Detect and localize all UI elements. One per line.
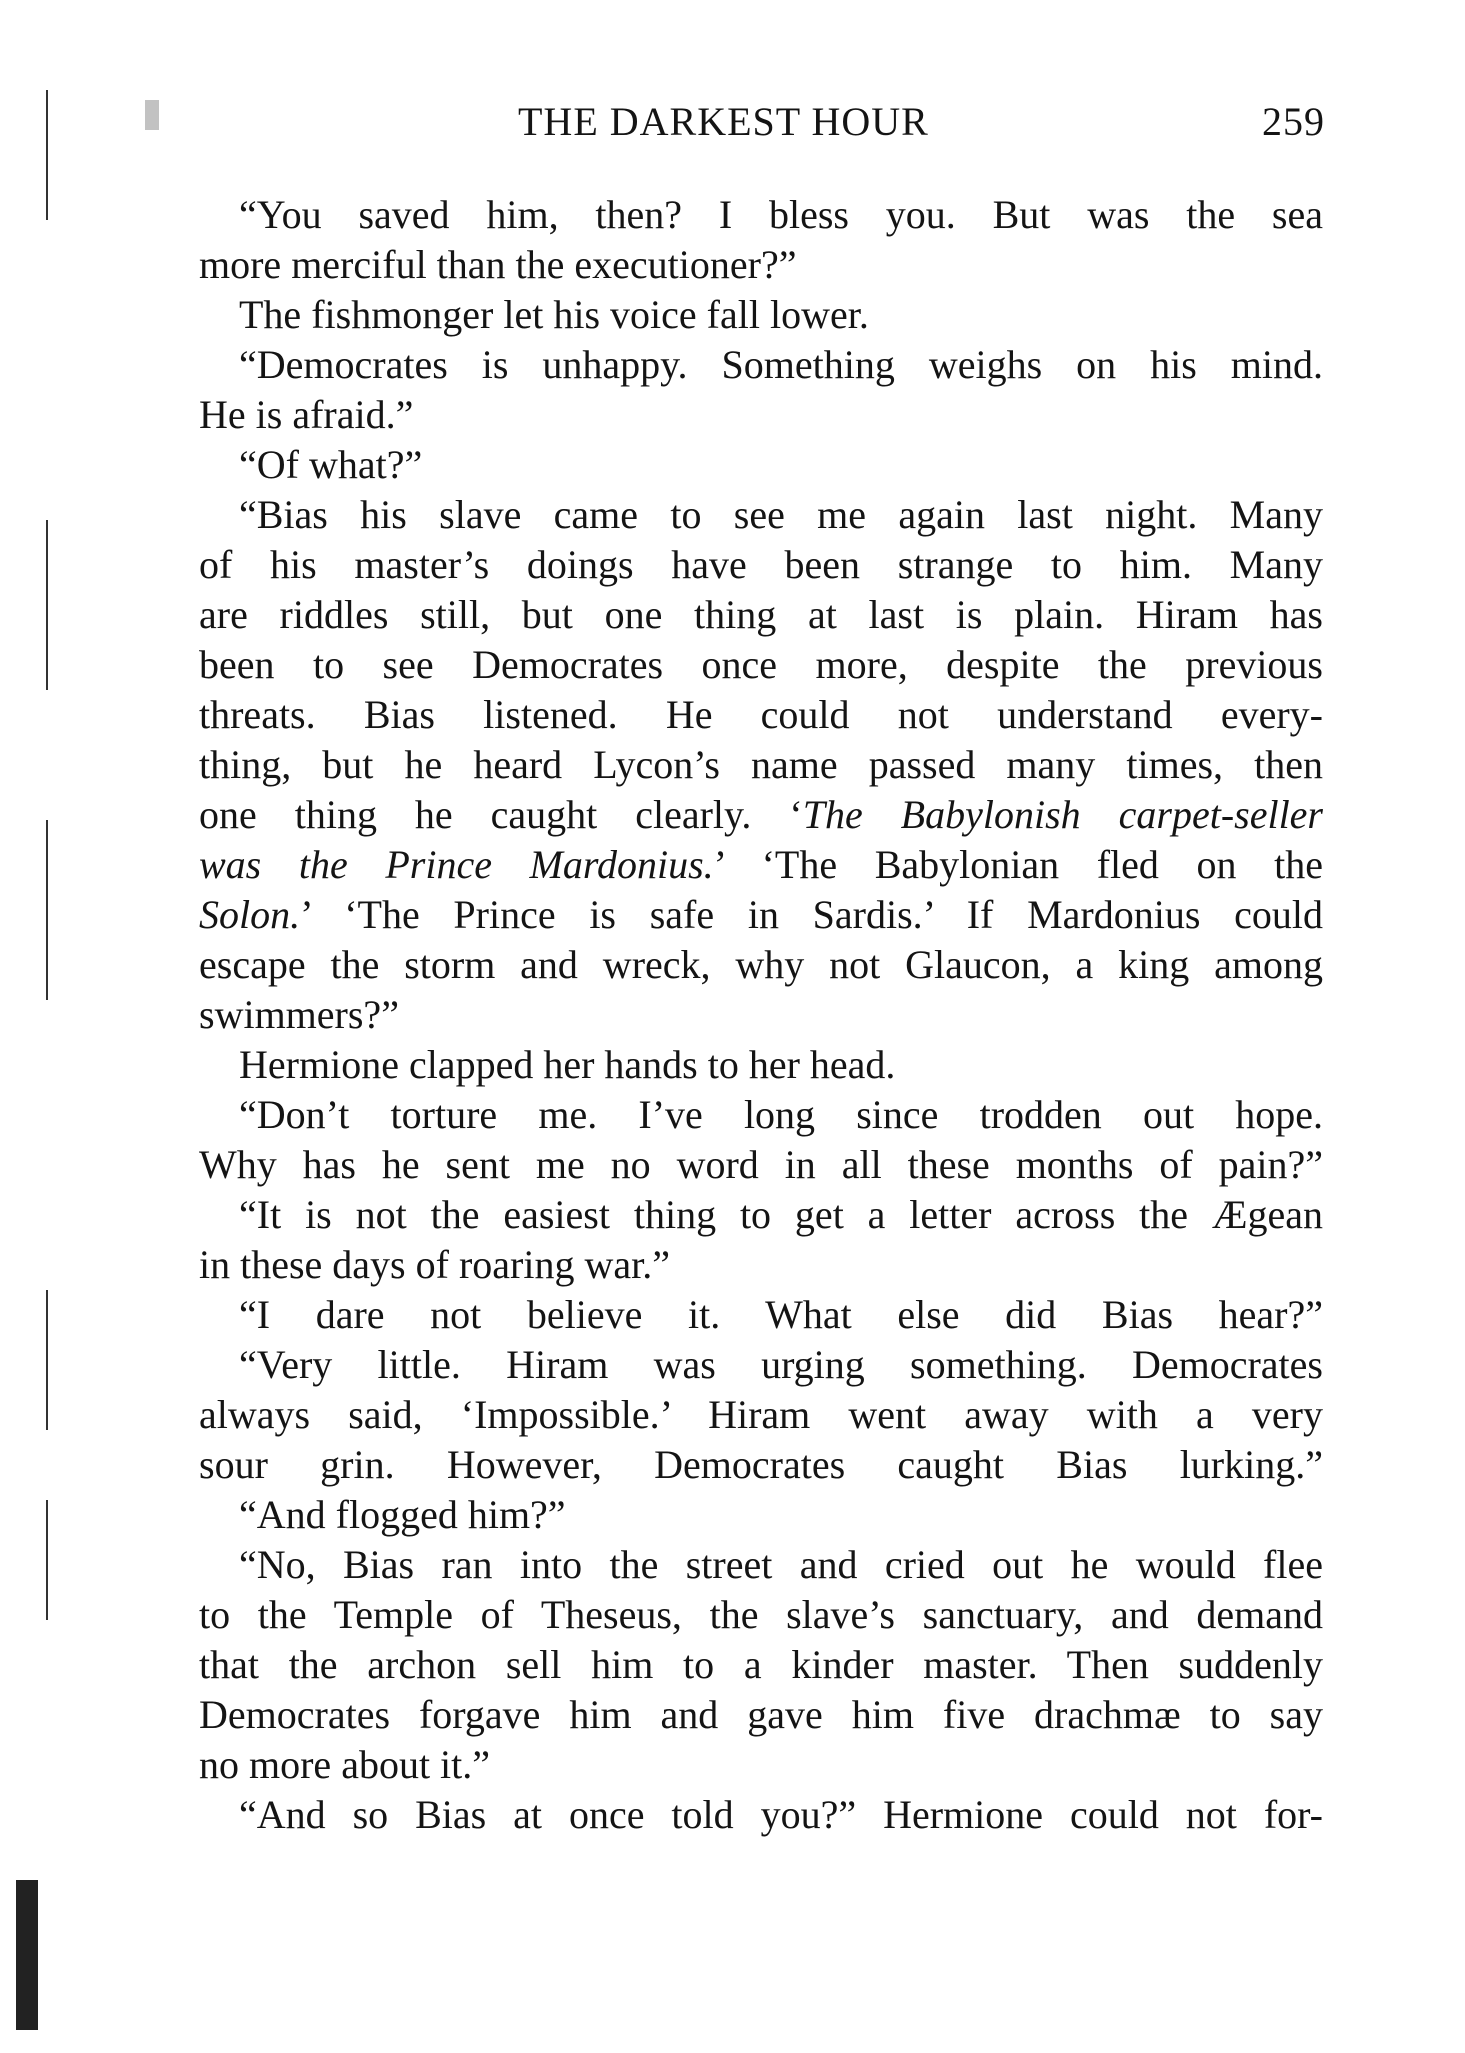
text-line [199,690,1323,740]
text-run: “Don’t torture me. I’ve long since trodden out hope. [239,1092,1323,1137]
text-line [239,290,1323,340]
text-run: no more about it.” [199,1742,491,1787]
text-line [199,840,1323,890]
text-line [199,1640,1323,1690]
text-line [239,440,1323,490]
text-line [239,1190,1323,1240]
text-run: “No, Bias ran into the street and cried out he would flee [239,1542,1323,1587]
text-run: one thing he caught clearly. ‘ [199,792,803,837]
text-line [199,1690,1323,1740]
text-line [239,1540,1323,1590]
italic-text: Solon. [199,892,301,937]
text-run: ’ ‘The Prince is safe in Sardis.’ If Mardonius could [300,892,1323,937]
text-run: “And so Bias at once told you?” Hermione could not for- [239,1792,1323,1837]
text-run: “And flogged him?” [239,1492,566,1537]
text-run: Why has he sent me no word in all these months of pain?” [199,1142,1323,1187]
text-run: He is afraid.” [199,392,414,437]
text-run: been to see Democrates once more, despite the previous [199,642,1323,687]
text-run: threats. Bias listened. He could not understand every- [199,692,1323,737]
scan-edge-mark [46,1290,48,1430]
text-run: Democrates forgave him and gave him five drachmæ to say [199,1692,1323,1737]
running-head: THE DARKEST HOUR [518,99,929,144]
text-line [199,240,1323,290]
text-line [239,1490,1323,1540]
text-line [239,1040,1323,1090]
text-line [199,540,1323,590]
text-line [239,1290,1323,1340]
text-line [199,590,1323,640]
text-line [199,890,1323,940]
italic-text: was the Prince Mardonius. [199,842,714,887]
text-line [199,990,1323,1040]
text-run: “Democrates is unhappy. Something weighs on his mind. [239,342,1323,387]
text-run: in these days of roaring war.” [199,1242,670,1287]
text-run: “Of what?” [239,442,423,487]
text-run: sour grin. However, Democrates caught Bias lurking.” [199,1442,1323,1487]
text-run: ’ ‘The Babylonian fled on the [713,842,1323,887]
text-line [239,1340,1323,1390]
text-line [239,1790,1323,1840]
text-run: The fishmonger let his voice fall lower. [239,292,869,337]
text-line [199,390,1323,440]
text-run: Hermione clapped her hands to her head. [239,1042,896,1087]
italic-text: The Babylonish carpet-seller [802,792,1324,837]
scan-edge-mark [46,1500,48,1620]
scan-edge-blob [16,1880,38,2030]
text-line [239,1090,1323,1140]
text-line [199,1740,1323,1790]
text-run: “Very little. Hiram was urging something. Democrates [239,1342,1323,1387]
text-line [199,940,1323,990]
text-run: always said, ‘Impossible.’ Hiram went away with a very [199,1392,1323,1437]
scan-smudge [145,100,159,130]
text-line [199,1140,1323,1190]
text-line [199,640,1323,690]
text-run: that the archon sell him to a kinder master. Then suddenly [199,1642,1323,1687]
text-run: swimmers?” [199,992,399,1037]
text-run: “You saved him, then? I bless you. But was the sea [239,192,1323,237]
text-run: are riddles still, but one thing at last is plain. Hiram has [199,592,1323,637]
text-run: escape the storm and wreck, why not Glaucon, a king among [199,942,1323,987]
text-line [199,1390,1323,1440]
text-run: to the Temple of Theseus, the slave’s sanctuary, and demand [199,1592,1323,1637]
text-line [199,790,1323,840]
text-line [239,340,1323,390]
page-number: 259 [1262,99,1325,144]
text-run: “Bias his slave came to see me again last night. Many [239,492,1323,537]
text-run: more merciful than the executioner?” [199,242,797,287]
text-line [199,1240,1323,1290]
text-line [239,490,1323,540]
scan-edge-mark [46,820,48,1000]
text-line [199,1590,1323,1640]
text-run: “I dare not believe it. What else did Bias hear?” [239,1292,1323,1337]
scan-edge-mark [46,520,48,690]
scan-edge-mark [46,90,48,220]
text-line [199,1440,1323,1490]
text-run: thing, but he heard Lycon’s name passed many times, then [199,742,1323,787]
text-run: “It is not the easiest thing to get a letter across the Ægean [239,1192,1323,1237]
text-line [239,190,1323,240]
text-run: of his master’s doings have been strange to him. Many [199,542,1323,587]
text-line [199,740,1323,790]
